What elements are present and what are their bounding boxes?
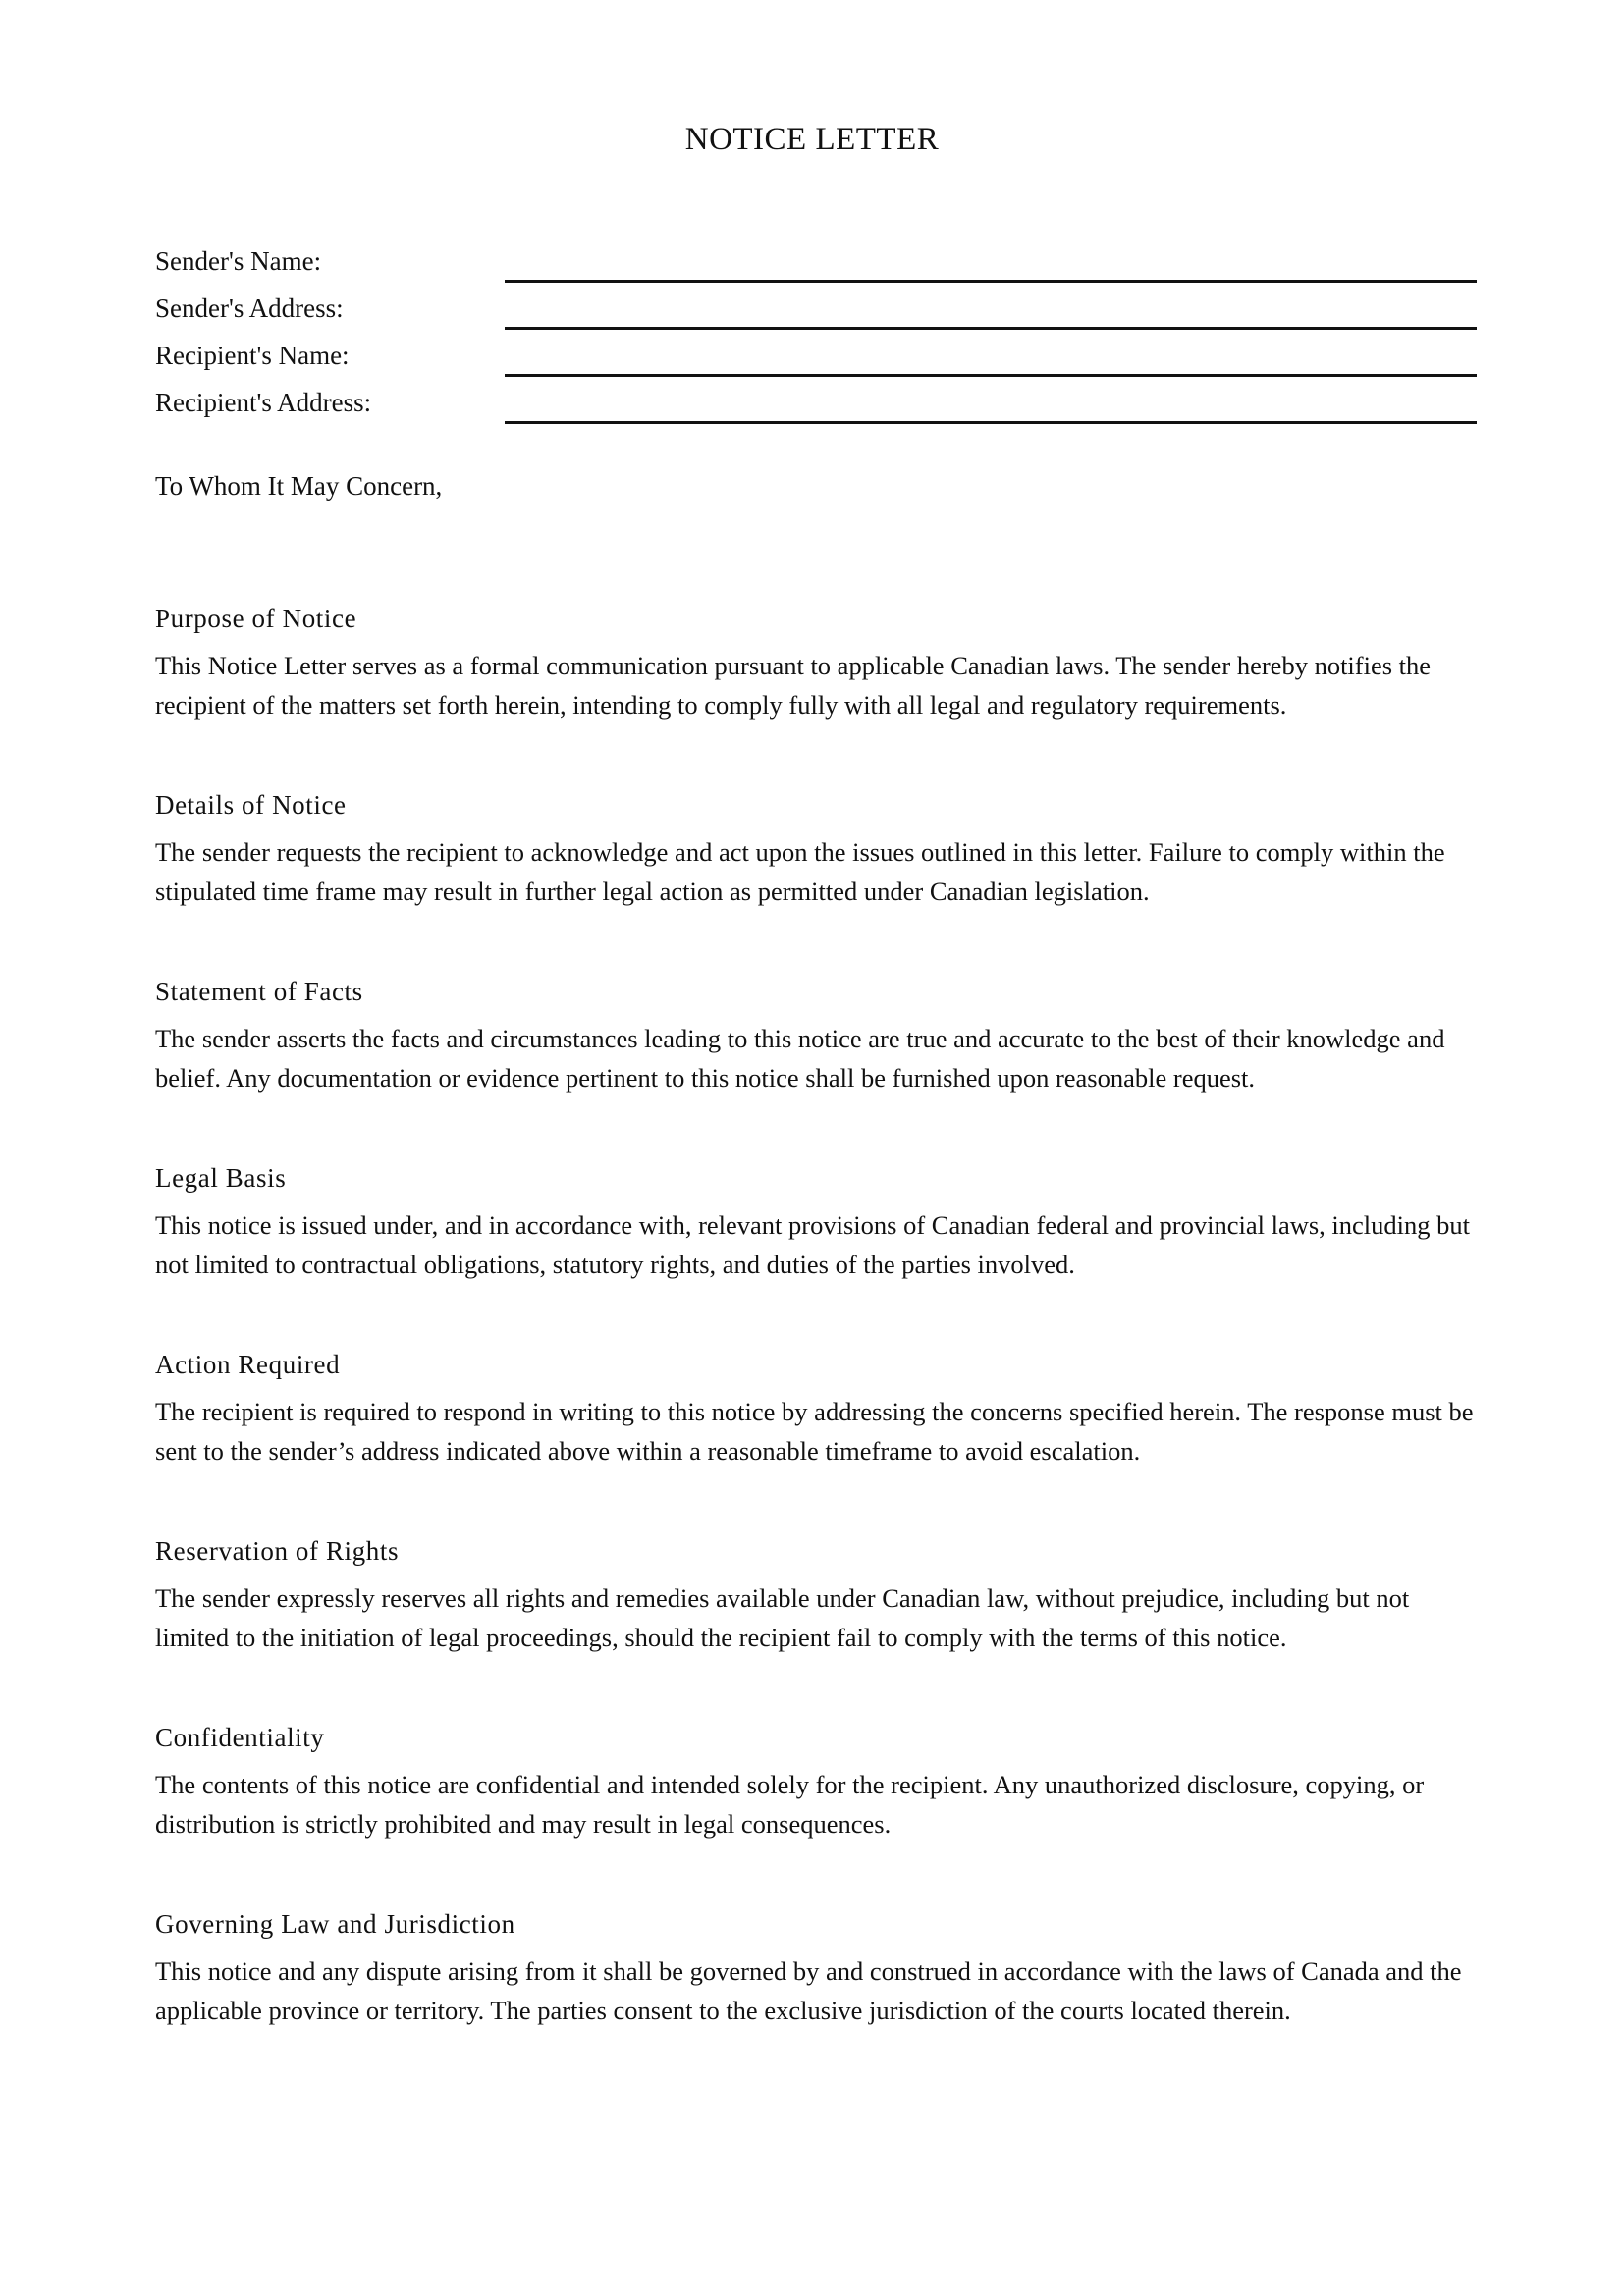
section-heading: Governing Law and Jurisdiction bbox=[155, 1909, 515, 1939]
section-body: The sender requests the recipient to acknowledge and act upon the issues outlined in this letter. Failure to comply within the stipulated time frame may result in further legal action as permitted under Canadian legislation. bbox=[155, 837, 1445, 906]
sender-address-blank-line[interactable] bbox=[505, 327, 1477, 330]
section-heading: Purpose of Notice bbox=[155, 604, 357, 633]
document-title: NOTICE LETTER bbox=[684, 122, 940, 157]
section-body: The recipient is required to respond in writing to this notice by addressing the concerns specified herein. The response must be sent to the sender’s address indicated above within a reasonable timeframe to avoid escalation. bbox=[155, 1397, 1474, 1466]
section-heading: Action Required bbox=[155, 1350, 341, 1379]
section-purpose-of-notice bbox=[155, 601, 1481, 787]
section-heading: Confidentiality bbox=[155, 1723, 325, 1752]
section-body: The contents of this notice are confidential and intended solely for the recipient. Any unauthorized disclosure, copying, or distribution is strictly prohibited and may result in legal consequences. bbox=[155, 1770, 1425, 1839]
section-body: This Notice Letter serves as a formal communication pursuant to applicable Canadian laws. The sender hereby notifies the recipient of the matters set forth herein, intending to comply fully with all legal and regulatory requirements. bbox=[155, 651, 1432, 720]
section-reservation-of-rights bbox=[155, 1533, 1481, 1720]
salutation: To Whom It May Concern, bbox=[155, 471, 443, 501]
section-heading: Statement of Facts bbox=[155, 977, 363, 1006]
section-body: The sender expressly reserves all rights and remedies available under Canadian law, without prejudice, including but not limited to the initiation of legal proceedings, should the recipient fail to comply with the terms of this notice. bbox=[155, 1583, 1410, 1652]
sender-name-blank-line[interactable] bbox=[505, 280, 1477, 283]
section-heading: Reservation of Rights bbox=[155, 1536, 400, 1566]
field-label: Recipient's Name: bbox=[155, 341, 350, 370]
notice-sections bbox=[155, 601, 1481, 2093]
field-row-sender-name bbox=[155, 236, 1477, 283]
section-body: This notice is issued under, and in accordance with, relevant provisions of Canadian federal and provincial laws, including but not limited to contractual obligations, statutory rights, and duties of the parties involved. bbox=[155, 1210, 1471, 1279]
section-details-of-notice bbox=[155, 787, 1481, 974]
field-label: Sender's Name: bbox=[155, 246, 322, 276]
section-heading: Legal Basis bbox=[155, 1163, 287, 1193]
field-label: Sender's Address: bbox=[155, 294, 344, 323]
section-governing-law bbox=[155, 1906, 1481, 2093]
field-row-sender-address bbox=[155, 283, 1477, 330]
field-row-recipient-name bbox=[155, 330, 1477, 377]
field-label: Recipient's Address: bbox=[155, 388, 372, 417]
section-heading: Details of Notice bbox=[155, 790, 347, 820]
section-statement-of-facts bbox=[155, 974, 1481, 1160]
address-fields bbox=[155, 236, 1477, 424]
section-legal-basis bbox=[155, 1160, 1481, 1347]
field-row-recipient-address bbox=[155, 377, 1477, 424]
recipient-address-blank-line[interactable] bbox=[505, 421, 1477, 424]
section-body: The sender asserts the facts and circumstances leading to this notice are true and accurate to the best of their knowledge and belief. Any documentation or evidence pertinent to this notice shall be furnished upon reasonable request. bbox=[155, 1024, 1445, 1093]
section-body: This notice and any dispute arising from it shall be governed by and construed in accordance with the laws of Canada and the applicable province or territory. The parties consent to the exclusive jurisdiction of the courts located therein. bbox=[155, 1956, 1462, 2025]
recipient-name-blank-line[interactable] bbox=[505, 374, 1477, 377]
section-confidentiality bbox=[155, 1720, 1481, 1906]
section-action-required bbox=[155, 1347, 1481, 1533]
